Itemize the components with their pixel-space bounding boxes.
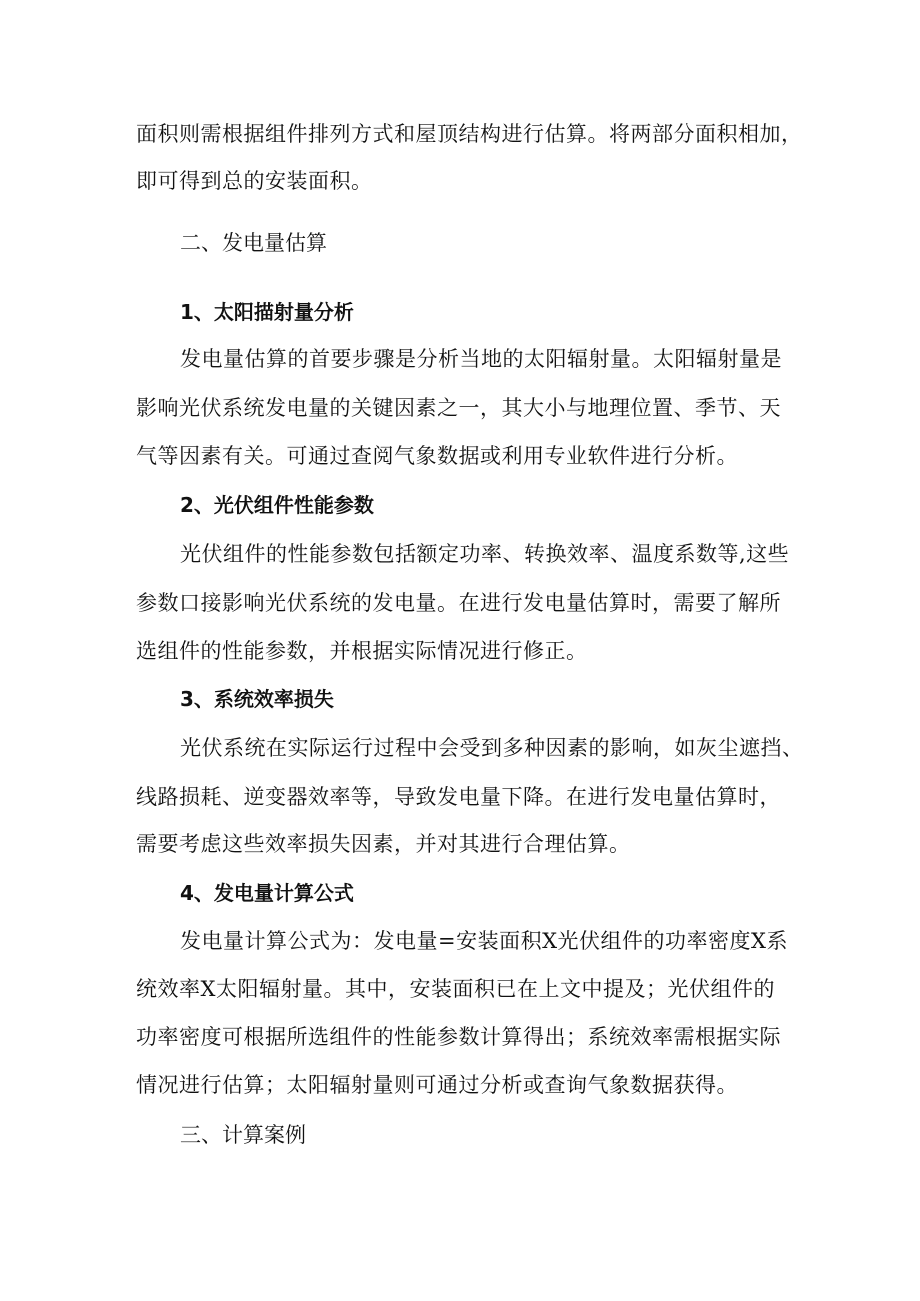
paragraph-line: 参数口接影响光伏系统的发电量。在进行发电量估算时，需要了解所 <box>136 591 781 615</box>
paragraph-line: 功率密度可根据所选组件的性能参数计算得出；系统效率需根据实际 <box>136 1025 781 1049</box>
paragraph-line: 线路损耗、逆变器效率等，导致发电量下降。在进行发电量估算时， <box>136 785 781 809</box>
paragraph-line: 面积则需根据组件排列方式和屋顶结构进行估算。将两部分面积相加， <box>136 122 803 146</box>
subsection-heading: 4、发电量计算公式 <box>180 881 354 905</box>
paragraph-line: 气等因素有关。可通过查阅气象数据或利用专业软件进行分析。 <box>136 444 738 468</box>
paragraph-line: 光伏系统在实际运行过程中会受到多种因素的影响，如灰尘遮挡、 <box>180 736 804 760</box>
paragraph-line: 需要考虑这些效率损失因素，并对其进行合理估算。 <box>136 832 631 856</box>
section-heading: 三、计算案例 <box>180 1123 306 1147</box>
section-heading: 二、发电量估算 <box>180 231 327 255</box>
paragraph-line: 情况进行估算；太阳辐射量则可通过分析或查询气象数据获得。 <box>136 1073 738 1097</box>
subsection-heading: 2、光伏组件性能参数 <box>180 493 374 517</box>
paragraph-line: 即可得到总的安装面积。 <box>136 169 373 193</box>
paragraph-line: 统效率X太阳辐射量。其中，安装面积已在上文中提及；光伏组件的 <box>136 977 775 1001</box>
paragraph-line: 光伏组件的性能参数包括额定功率、转换效率、温度系数等,这些 <box>180 542 790 566</box>
paragraph-line: 选组件的性能参数，并根据实际情况进行修正。 <box>136 639 588 663</box>
subsection-heading: 1、太阳描射量分析 <box>180 300 354 324</box>
paragraph-line: 发电量估算的首要步骤是分析当地的太阳辐射量。太阳辐射量是 <box>180 347 782 371</box>
paragraph-line: 发电量计算公式为：发电量=安装面积X光伏组件的功率密度X系 <box>180 929 788 953</box>
subsection-heading: 3、系统效率损失 <box>180 687 334 711</box>
paragraph-line: 影响光伏系统发电量的关键因素之一，其大小与地理位置、季节、天 <box>136 396 781 420</box>
